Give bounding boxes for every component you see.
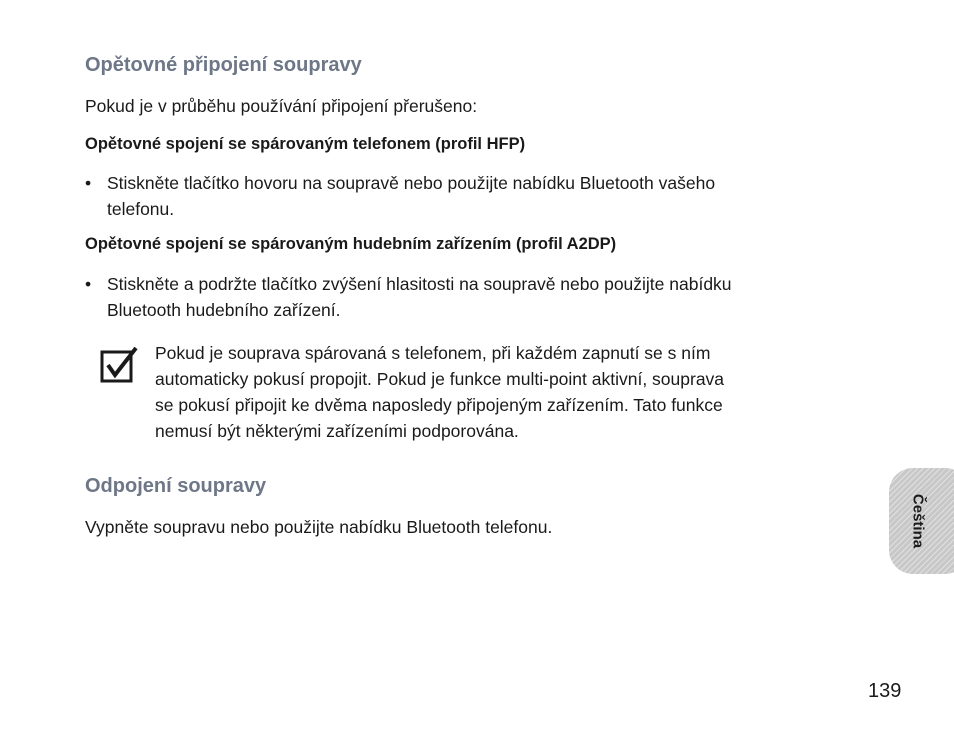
section-heading-disconnect: Odpojení soupravy <box>85 475 267 497</box>
note-line3: se pokusí připojit ke dvěma naposledy připojeným zařízením. Tato funkce <box>155 395 723 415</box>
bullet-a2dp <box>85 271 855 323</box>
language-tab-label: Čeština <box>909 493 927 549</box>
note-line4: nemusí být některými zařízeními podporována. <box>155 421 519 441</box>
bullet-hfp-line2: telefonu. <box>107 199 175 219</box>
bullet-dot: • <box>85 173 92 193</box>
bullet-hfp <box>85 170 855 222</box>
checkmark-note-icon <box>100 346 138 384</box>
bullet-a2dp-line2: Bluetooth hudebního zařízení. <box>107 300 341 320</box>
subheading-a2dp: Opětovné spojení se spárovaným hudebním zařízením (profil A2DP) <box>85 235 617 253</box>
note-line2: automaticky pokusí propojit. Pokud je funkce multi-point aktivní, souprava <box>155 369 725 389</box>
bullet-hfp-line1: Stiskněte tlačítko hovoru na soupravě nebo použijte nabídku Bluetooth vašeho <box>107 173 716 193</box>
note-text <box>155 340 855 444</box>
page-number: 139 <box>868 680 902 702</box>
note-line1: Pokud je souprava spárovaná s telefonem, při každém zapnutí se s ním <box>155 343 711 363</box>
bullet-a2dp-line1: Stiskněte a podržte tlačítko zvýšení hlasitosti na soupravě nebo použijte nabídku <box>107 274 732 294</box>
subheading-hfp: Opětovné spojení se spárovaným telefonem (profil HFP) <box>85 135 526 153</box>
disconnect-text: Vypněte soupravu nebo použijte nabídku Bluetooth telefonu. <box>85 517 553 537</box>
section-heading-reconnect: Opětovné připojení soupravy <box>85 54 362 76</box>
bullet-dot: • <box>85 274 92 294</box>
intro-text: Pokud je v průběhu používání připojení přerušeno: <box>85 96 478 116</box>
